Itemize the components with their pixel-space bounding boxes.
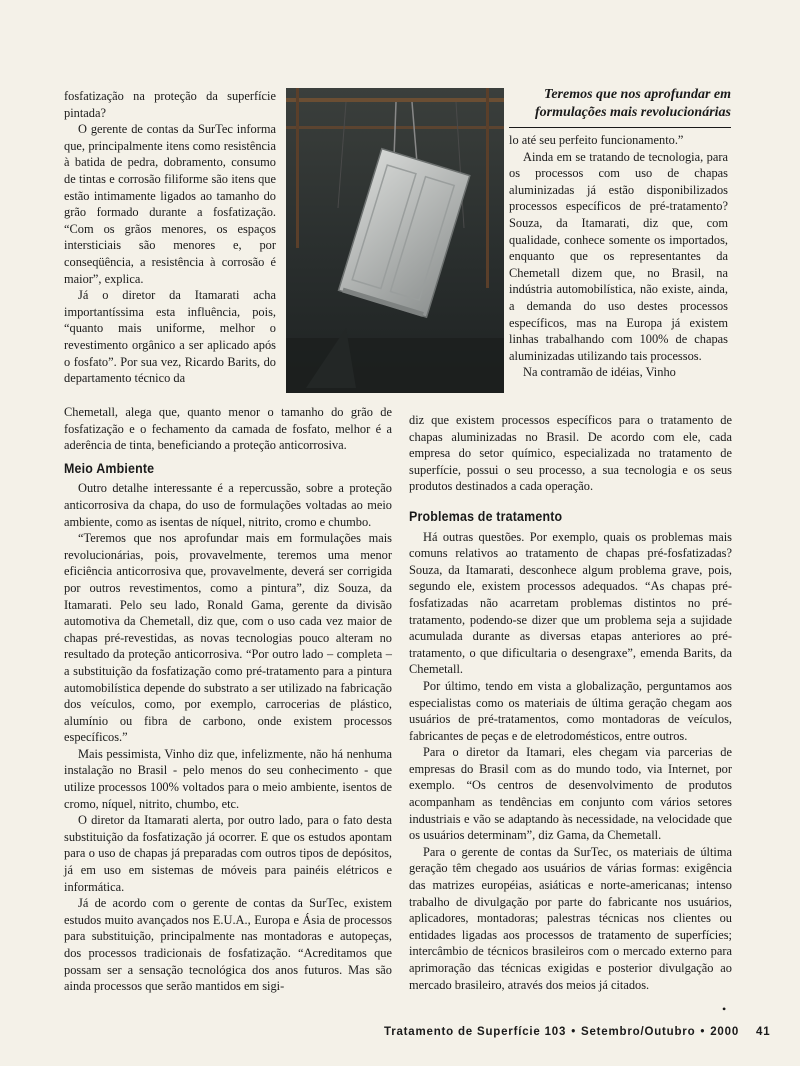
paragraph: O diretor da Itamarati alerta, por outro lado, para o fato desta substituição da fosfatização já ocorrer. E que os estudos apontam para o uso de chapas já preparadas com outros tipos de depósitos, já em uso em sistemas de móveis para painéis elétricos e informática. — [64, 813, 392, 894]
paragraph: Na contramão de idéias, Vinho — [523, 365, 676, 380]
pull-quote-line: Teremos que nos aprofundar em — [544, 87, 731, 102]
paragraph: Para o gerente de contas da SurTec, os materiais de última geração têm chegado aos usuários de várias formas: exigência das matrizes européias, asiáticas e norte-americanas; intenso trabalho de divulgação por parte do fabricante nos usuários, aplicadores, montadoras; palestras técnicas nos clientes ou entidades ligadas aos processos de tratamento de superfícies; intercâmbio de técnicos brasileiros com o mercado externo para aprimoração das técnicas exigidas e posterior divulgação ao mercado brasileiro, através dos meios já citados. — [409, 844, 732, 992]
paragraph: Chemetall, alega que, quanto menor o tamanho do grão de fosfatização e o fechamento da camada de fosfato, melhor é a aderência de tinta, beneficiando a proteção anticorrosiva. — [64, 405, 392, 453]
paragraph: Há outras questões. Por exemplo, quais os problemas mais comuns relativos ao tratamento de chapas pré-fosfatizadas? Souza, da Itamarati, desconhece algum problema grave, pois, segundo ele, existem processos adequados. “As chapas pré-fosfatizadas não acarretam problemas distintos no pré-tratamento, podendo-se dizer que um problema seja a sujidade acumulada durante as diversas etapas anteriores ao pré-tratamento, o que dificultaria o desengraxe”, emenda Barits, da Chemetall. — [409, 529, 732, 677]
section-heading: Meio Ambiente — [64, 460, 155, 476]
left-column-top — [64, 88, 276, 387]
pull-quote-line: formulações mais revolucionárias — [534, 105, 731, 120]
footer-separator: • — [700, 1026, 706, 1038]
page-number: 41 — [756, 1026, 771, 1038]
pull-quote — [509, 86, 731, 128]
paragraph: Já de acordo com o gerente de contas da SurTec, existem estudos muito avançados nos E.U.A., Europa e Ásia de processos para substituição, principalmente nas montadoras e autopeças, dos processos tradicionais de fosfatização. “Acreditamos que possam ser a sensação tecnológica dos anos futuros. Mas são ainda processos que serão mantidos em sigi- — [64, 896, 392, 994]
right-column-bottom — [409, 412, 732, 993]
paragraph: Mais pessimista, Vinho diz que, infelizmente, não há nenhuma instalação no Brasil - pelo menos do seu conhecimento - que utilize processos 100% voltados para o meio ambiente, isentos de cromo, níquel, nitrito, chumbo, etc. — [64, 746, 392, 811]
paragraph: O gerente de contas da SurTec informa que, principalmente itens como resistência à batida de pedra, dobramento, consumo de tintas e corrosão filiforme são itens que estão intimamente ligados ao tamanho do grão formado durante a fosfatização. “Com os grãos menores, os espaços intersticiais são menores e, por conseqüência, a resistência à corrosão é maior”, explica. — [64, 122, 276, 286]
paragraph: fosfatização na proteção da superfície pintada? — [64, 89, 276, 120]
paragraph: Ainda em se tratando de tecnologia, para os processos com uso de chapas aluminizadas já estão disponibilizados processos específicos de pré-tratamento? Souza, da Itamarati, diz que, com qualidade, conhece somente os importados, enquanto que os representantes da Chemetall dizem que, no Brasil, na indústria automobilística, não existe, ainda, a demanda do uso destes processos específicos, mas na Europa já existem linhas trabalhando com 100% de chapas aluminizadas utilizando tais processos. — [509, 149, 728, 363]
paragraph: Para o diretor da Itamari, eles chegam via parcerias de empresas do Brasil com as do mundo todo, via Internet, por exemplo. “Os centros de desenvolvimento de produtos acompanham as tendências em conjunto com vários setores industriais e vão se adaptando às necessidade, na velocidade que os usuários determinam”, diz Gama, da Chemetall. — [409, 745, 732, 843]
paragraph: Outro detalhe interessante é a repercussão, sobre a proteção anticorrosiva da chapa, do uso de formulações voltadas ao meio ambiente, como as isentas de níquel, nitrito, cromo e chumbo. — [64, 481, 392, 529]
end-of-article-mark: • — [722, 1002, 727, 1016]
paragraph: lo até seu perfeito funcionamento.” — [509, 133, 684, 147]
article-photo — [286, 88, 504, 393]
footer-year: 2000 — [710, 1026, 740, 1038]
footer-separator: • — [571, 1026, 577, 1038]
footer-publication: Tratamento de Superfície 103 — [384, 1026, 567, 1038]
paragraph: Já o diretor da Itamarati acha importantíssima esta influência, pois, “quanto mais uniforme, melhor o revestimento orgânico a ser aplicado após o fosfato”. Por sua vez, Ricardo Barits, do departamento técnico da — [64, 288, 276, 386]
paragraph: diz que existem processos específicos para o tratamento de chapas aluminizadas no Brasil. De acordo com ele, cada empresa do setor químico, especializada no tratamento de superfície, possui o seu processo, a sua tecnologia e os seus produtos destinados a cada operação. — [409, 413, 732, 494]
footer-issue: Setembro/Outubro — [581, 1026, 696, 1038]
hanging-panel-illustration — [286, 88, 504, 393]
right-column-top — [509, 132, 728, 381]
paragraph: Por último, tendo em vista a globalização, perguntamos aos especialistas como os materiais de última geração chegam aos usuários de pré-tratamentos, como montadoras de veículos, fabricantes de peças e de eletrodomésticos, entre outros. — [409, 678, 732, 743]
section-heading: Problemas de tratamento — [409, 508, 563, 524]
page-footer — [384, 1026, 771, 1038]
paragraph: “Teremos que nos aprofundar mais em formulações mais revolucionárias, pois, provavelmente, teremos uma menor eficiência anticorrosiva que, provavelmente, deverá ser corrigida por outros revestimentos, como a pintura”, diz Souza, da Itamarati. Pelo seu lado, Ronald Gama, gerente da divisão automotiva da Chemetall, diz que, com o uso cada vez maior de chapas pré-revestidas, as novas tecnologias pouco alteram no resultado da proteção anticorrosiva. “Por outro lado – completa – a substituição da fosfatização como pré-tratamento para a pintura automobilística depende do substrato a ser utilizado na fabricação dos veículos, como, por exemplo, carrocerias de plástico, alumínio ou fibra de carbono, onde existem processos específicos.” — [64, 531, 392, 745]
left-column-bottom — [64, 404, 392, 995]
